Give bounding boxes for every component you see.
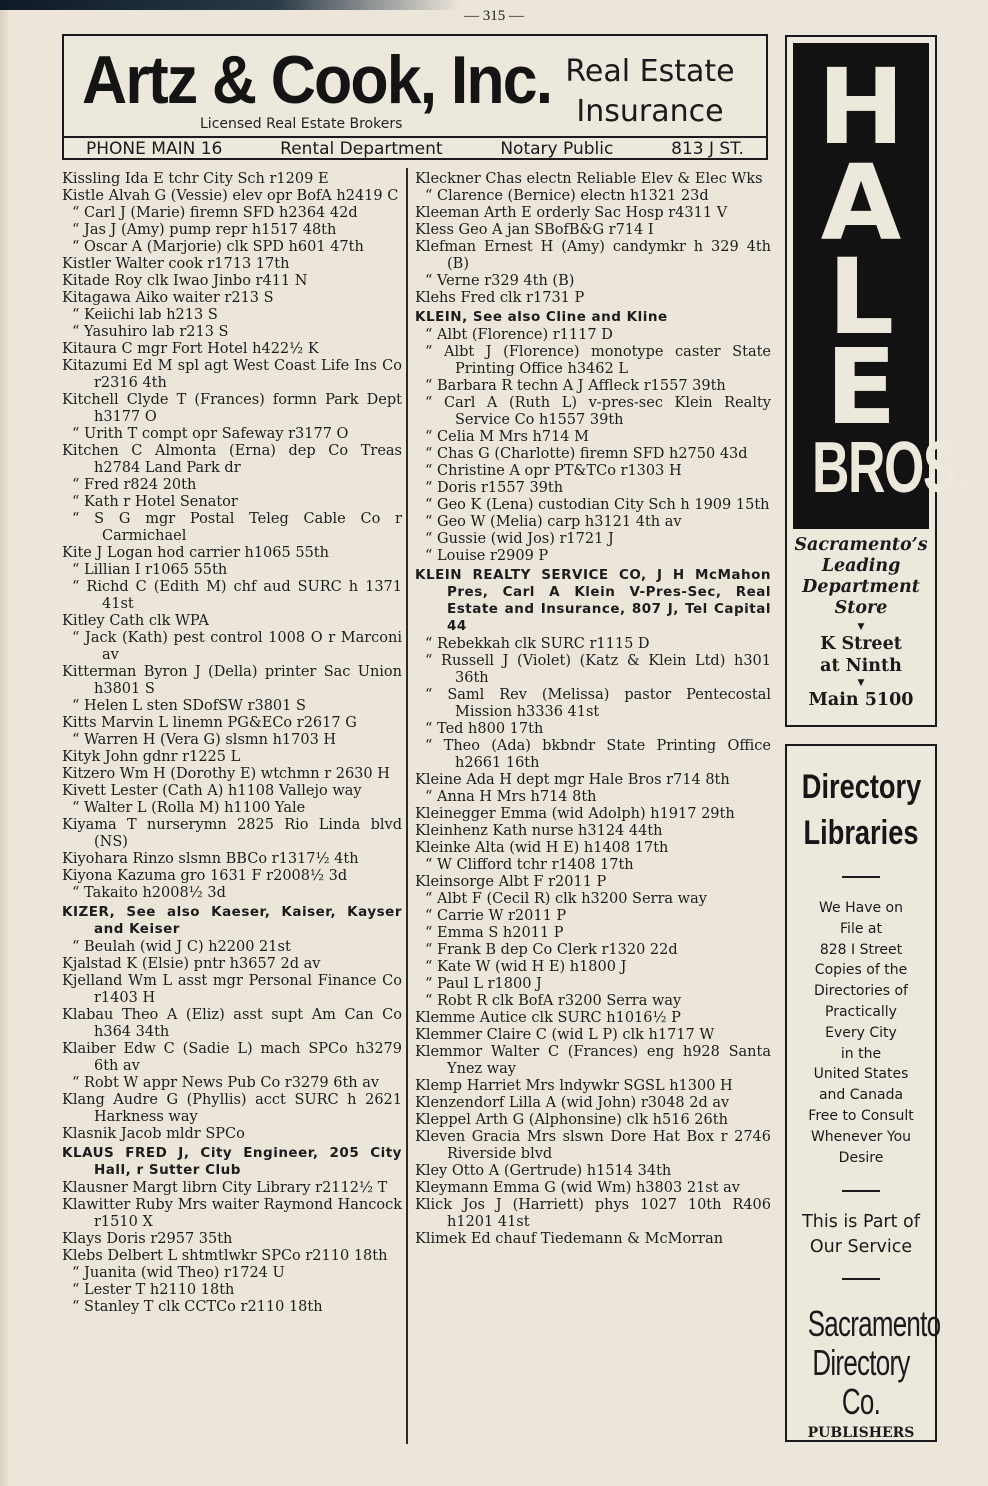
service-line: Our Service bbox=[809, 1237, 913, 1258]
body-line: Directories of bbox=[814, 983, 908, 1000]
directory-entry: “ Christine A opr PT&TCo r1303 H bbox=[425, 463, 682, 479]
directory-entry: Klang Audre G (Phyllis) acct SURC h 2621 Harkness way bbox=[62, 1092, 402, 1125]
body-line: 828 I Street bbox=[819, 941, 903, 958]
column-divider bbox=[406, 168, 408, 1444]
directory-entry: “ Gussie (wid Jos) r1721 J bbox=[425, 531, 614, 547]
body-line: File at bbox=[840, 920, 882, 937]
directory-entry: “ Emma S h2011 P bbox=[425, 925, 564, 941]
directory-entry: “ Paul L r1800 J bbox=[425, 976, 542, 992]
hale-tagline-line: Store bbox=[834, 598, 888, 618]
publishers-label: PUBLISHERS bbox=[807, 1425, 915, 1442]
hale-tagline-line: Sacramento’s bbox=[794, 535, 928, 555]
directory-entry: “ Carl J (Marie) firemn SFD h2364 42d bbox=[72, 205, 358, 221]
directory-entry: Kitazumi Ed M spl agt West Coast Life Ins Co r2316 4th bbox=[62, 358, 402, 391]
directory-entry: Kleinke Alta (wid H E) h1408 17th bbox=[415, 840, 669, 856]
service-insurance: Insurance bbox=[576, 94, 724, 129]
directory-entry: Klick Jos J (Harriett) phys 1027 10th R406 h1201 41st bbox=[415, 1197, 771, 1230]
artz-phone: PHONE MAIN 16 bbox=[86, 139, 223, 159]
directory-entry: “ Urith T compt opr Safeway r3177 O bbox=[72, 426, 349, 442]
directory-entry: Klemp Harriet Mrs lndywkr SGSL h1300 H bbox=[415, 1078, 733, 1094]
directory-entry: “ Carrie W r2011 P bbox=[425, 908, 567, 924]
directory-entry: “ Doris r1557 39th bbox=[425, 480, 564, 496]
service-real-estate: Real Estate bbox=[565, 54, 735, 89]
directory-entry: Kityk John gdnr r1225 L bbox=[62, 749, 241, 765]
service-line: This is Part of bbox=[802, 1212, 920, 1233]
directory-heading-entry: KLAUS FRED J, City Engineer, 205 City Hall, r Sutter Club bbox=[62, 1145, 402, 1178]
directory-entry: “ Lillian I r1065 55th bbox=[72, 562, 228, 578]
directory-entry: Kitagawa Aiko waiter r213 S bbox=[62, 290, 274, 306]
body-line: Every City bbox=[825, 1024, 897, 1041]
body-line: Desire bbox=[838, 1149, 884, 1166]
directory-entry: Kitchen C Almonta (Erna) dep Co Treas h2784 Land Park dr bbox=[62, 443, 402, 476]
directory-entry: “ Chas G (Charlotte) firemn SFD h2750 43d bbox=[425, 446, 748, 462]
directory-entry: “ Anna H Mrs h714 8th bbox=[425, 789, 597, 805]
directory-entry: “ Juanita (wid Theo) r1724 U bbox=[72, 1265, 285, 1281]
directory-entry: Klenzendorf Lilla A (wid John) r3048 2d av bbox=[415, 1095, 730, 1111]
hale-address-line: K Street bbox=[820, 634, 902, 654]
directory-entry: Kiyohara Rinzo slsmn BBCo r1317½ 4th bbox=[62, 851, 359, 867]
directory-entry: “ Rebekkah clk SURC r1115 D bbox=[425, 636, 650, 652]
triangle-down-icon: ▼ bbox=[857, 622, 865, 632]
directory-libraries-title bbox=[802, 764, 920, 856]
directory-entry: “ Saml Rev (Melissa) pastor Pentecostal Mission h3336 41st bbox=[425, 687, 771, 720]
directory-entry: “ Helen L sten SDofSW r3801 S bbox=[72, 698, 306, 714]
directory-entry: Kissling Ida E tchr City Sch r1209 E bbox=[62, 171, 329, 187]
directory-entry: Klemmer Claire C (wid L P) clk h1717 W bbox=[415, 1027, 715, 1043]
directory-entry: Klabau Theo A (Eliz) asst supt Am Can Co h364 34th bbox=[62, 1007, 402, 1040]
service-note bbox=[787, 1210, 935, 1260]
divider-rule bbox=[842, 876, 880, 878]
directory-entry: Kleven Gracia Mrs slswn Dore Hat Box r 2746 Riverside blvd bbox=[415, 1129, 771, 1162]
hale-letter-l: L bbox=[827, 236, 895, 358]
directory-entry: “ Beulah (wid J C) h2200 21st bbox=[72, 939, 291, 955]
directory-entry: “ Robt W appr News Pub Co r3279 6th av bbox=[72, 1075, 380, 1091]
directory-libraries-advertisement bbox=[785, 744, 941, 1442]
directory-entry: “ Yasuhiro lab r213 S bbox=[72, 324, 229, 340]
directory-heading-entry: KIZER, See also Kaeser, Kaiser, Kayser and Keiser bbox=[62, 904, 402, 937]
directory-entry: Kistler Walter cook r1713 17th bbox=[62, 256, 290, 272]
directory-entry: Kless Geo A jan SBofB&G r714 I bbox=[415, 222, 654, 238]
publisher-name-line: Sacramento bbox=[807, 1303, 941, 1345]
directory-entry: Klasnik Jacob mldr SPCo bbox=[62, 1126, 245, 1142]
directory-entry: “ Richd C (Edith M) chf aud SURC h 1371 41st bbox=[72, 579, 402, 612]
directory-entry: Kitley Cath clk WPA bbox=[62, 613, 209, 629]
directory-entry: “ Carl A (Ruth L) v-pres-sec Klein Realty Service Co h1557 39th bbox=[425, 395, 771, 428]
directory-entry: Klefman Ernest H (Amy) candymkr h 329 4th (B) bbox=[415, 239, 771, 272]
directory-entry: “ Kath r Hotel Senator bbox=[72, 494, 238, 510]
directory-entry: “ Jas J (Amy) pump repr h1517 48th bbox=[72, 222, 337, 238]
directory-column-right bbox=[415, 171, 771, 1248]
directory-entry: Kiyama T nurserymn 2825 Rio Linda blvd (NS) bbox=[62, 817, 402, 850]
directory-entry: “ Clarence (Bernice) electn h1321 23d bbox=[425, 188, 709, 204]
directory-entry: “ Kate W (wid H E) h1800 J bbox=[425, 959, 627, 975]
publisher-name-line: Directory bbox=[812, 1342, 910, 1384]
hale-tagline-line: Department bbox=[802, 577, 920, 597]
directory-entry: Klemme Autice clk SURC h1016½ P bbox=[415, 1010, 681, 1026]
hale-bros-text: BROS. bbox=[812, 428, 970, 508]
body-line: Copies of the bbox=[814, 962, 908, 979]
directory-entry: Kleeman Arth E orderly Sac Hosp r4311 V bbox=[415, 205, 728, 221]
directory-entry: Kleinsorge Albt F r2011 P bbox=[415, 874, 607, 890]
directory-entry: Kleppel Arth G (Alphonsine) clk h516 26th bbox=[415, 1112, 728, 1128]
directory-entry: Kivett Lester (Cath A) h1108 Vallejo way bbox=[62, 783, 362, 799]
artz-notary-public: Notary Public bbox=[500, 139, 614, 159]
directory-entry: Klehs Fred clk r1731 P bbox=[415, 290, 585, 306]
directory-entry: Kitts Marvin L linemn PG&ECo r2617 G bbox=[62, 715, 357, 731]
directory-entry: Kley Otto A (Gertrude) h1514 34th bbox=[415, 1163, 672, 1179]
directory-entry: Kleymann Emma G (wid Wm) h3803 21st av bbox=[415, 1180, 740, 1196]
page-edge bbox=[0, 0, 10, 1486]
artz-cook-company-name: Artz & Cook, Inc. bbox=[82, 42, 552, 118]
directory-entry: “ Keiichi lab h213 S bbox=[72, 307, 218, 323]
directory-entry: Klawitter Ruby Mrs waiter Raymond Hancock r1510 X bbox=[62, 1197, 402, 1230]
directory-entry: Kitaura C mgr Fort Hotel h422½ K bbox=[62, 341, 319, 357]
hale-tagline-line: Leading bbox=[821, 556, 901, 576]
hale-letter-h: H bbox=[817, 46, 905, 168]
directory-entry: “ Lester T h2110 18th bbox=[72, 1282, 235, 1298]
artz-cook-advertisement bbox=[62, 34, 768, 160]
directory-entry: Kitterman Byron J (Della) printer Sac Union h3801 S bbox=[62, 664, 402, 697]
artz-address: 813 J ST. bbox=[671, 139, 744, 159]
directory-entry: Kitade Roy clk Iwao Jinbo r411 N bbox=[62, 273, 308, 289]
directory-entry: “ Theo (Ada) bkbndr State Printing Office h2661 16th bbox=[425, 738, 771, 771]
directory-entry: “ Albt (Florence) r1117 D bbox=[425, 327, 613, 343]
directory-entry: Klemmor Walter C (Frances) eng h928 Santa Ynez way bbox=[415, 1044, 771, 1077]
hale-letter-e: E bbox=[825, 326, 897, 448]
directory-entry: “ Fred r824 20th bbox=[72, 477, 197, 493]
directory-column-left bbox=[62, 171, 402, 1316]
directory-entry: Kite J Logan hod carrier h1065 55th bbox=[62, 545, 329, 561]
directory-entry: “ Verne r329 4th (B) bbox=[425, 273, 575, 289]
artz-cook-services bbox=[550, 52, 750, 132]
body-line: in the bbox=[840, 1045, 882, 1062]
directory-entry: Klimek Ed chauf Tiedemann & McMorran bbox=[415, 1231, 724, 1247]
directory-entry: Kitzero Wm H (Dorothy E) wtchmn r 2630 H bbox=[62, 766, 390, 782]
hale-logo-panel bbox=[793, 43, 970, 529]
directory-entry: “ Stanley T clk CCTCo r2110 18th bbox=[72, 1299, 323, 1315]
directory-heading-entry: KLEIN REALTY SERVICE CO, J H McMahon Pres, Carl A Klein V-Pres-Sec, Real Estate and Insurance, 807 J, Tel Capital 44 bbox=[415, 567, 771, 634]
publisher-name-line: Co. bbox=[841, 1381, 881, 1423]
directory-entry: “ S G mgr Postal Teleg Cable Co r Carmichael bbox=[72, 511, 402, 544]
directory-entry: “ Walter L (Rolla M) h1100 Yale bbox=[72, 800, 306, 816]
hale-address bbox=[787, 621, 935, 711]
directory-entry: “ Frank B dep Co Clerk r1320 22d bbox=[425, 942, 678, 958]
directory-entry: “ Albt J (Florence) monotype caster State Printing Office h3462 L bbox=[425, 344, 771, 377]
body-line: Practically bbox=[825, 1003, 897, 1020]
artz-rental-department: Rental Department bbox=[280, 139, 443, 159]
hale-bros-advertisement bbox=[785, 35, 970, 727]
directory-entry: Klays Doris r2957 35th bbox=[62, 1231, 233, 1247]
hale-phone: Main 5100 bbox=[808, 690, 914, 710]
body-line: United States bbox=[813, 1066, 909, 1083]
directory-entry: Kleinegger Emma (wid Adolph) h1917 29th bbox=[415, 806, 735, 822]
body-line: We Have on bbox=[819, 900, 903, 916]
artz-cook-tagline: Licensed Real Estate Brokers bbox=[200, 116, 403, 132]
hale-letter-a: A bbox=[820, 142, 902, 264]
triangle-down-icon: ▼ bbox=[857, 678, 865, 688]
directory-heading-entry: KLEIN, See also Cline and Kline bbox=[415, 309, 668, 325]
directory-entry: “ Warren H (Vera G) slsmn h1703 H bbox=[72, 732, 337, 748]
directory-entry: Klaiber Edw C (Sadie L) mach SPCo h3279 6th av bbox=[62, 1041, 402, 1074]
divider-rule bbox=[842, 1190, 880, 1192]
directory-entry: “ Geo W (Melia) carp h3121 4th av bbox=[425, 514, 682, 530]
directory-entry: Kleine Ada H dept mgr Hale Bros r714 8th bbox=[415, 772, 730, 788]
directory-entry: “ Celia M Mrs h714 M bbox=[425, 429, 589, 445]
directory-entry: Kiyona Kazuma gro 1631 F r2008½ 3d bbox=[62, 868, 348, 884]
directory-entry: “ W Clifford tchr r1408 17th bbox=[425, 857, 634, 873]
directory-entry: Kleckner Chas electn Reliable Elev & Elec Wks bbox=[415, 171, 763, 187]
directory-entry: “ Takaito h2008½ 3d bbox=[72, 885, 226, 901]
hale-tagline bbox=[787, 535, 935, 619]
body-line: Free to Consult bbox=[808, 1107, 914, 1124]
directory-entry: Kitchell Clyde T (Frances) formn Park Dept h3177 O bbox=[62, 392, 402, 425]
publisher-name bbox=[807, 1303, 941, 1423]
directory-entry: Kistle Alvah G (Vessie) elev opr BofA h2419 C bbox=[62, 188, 399, 204]
title-line: Libraries bbox=[803, 814, 919, 852]
directory-entry: “ Oscar A (Marjorie) clk SPD h601 47th bbox=[72, 239, 364, 255]
directory-entry: Kjalstad K (Elsie) pntr h3657 2d av bbox=[62, 956, 321, 972]
directory-entry: Klausner Margt librn City Library r2112½ T bbox=[62, 1180, 388, 1196]
directory-entry: “ Albt F (Cecil R) clk h3200 Serra way bbox=[425, 891, 707, 907]
directory-entry: “ Barbara R techn A J Affleck r1557 39th bbox=[425, 378, 726, 394]
body-line: Whenever You bbox=[810, 1128, 912, 1145]
directory-entry: “ Jack (Kath) pest control 1008 O r Marconi av bbox=[72, 630, 402, 663]
title-line: Directory bbox=[801, 768, 922, 806]
directory-entry: Kjelland Wm L asst mgr Personal Finance Co r1403 H bbox=[62, 973, 402, 1006]
directory-entry: Klebs Delbert L shtmtlwkr SPCo r2110 18th bbox=[62, 1248, 388, 1264]
page-number: — 315 — bbox=[464, 8, 524, 24]
body-line: and Canada bbox=[818, 1087, 904, 1104]
directory-libraries-body bbox=[787, 898, 935, 1168]
directory-entry: “ Robt R clk BofA r3200 Serra way bbox=[425, 993, 682, 1009]
directory-entry: “ Russell J (Violet) (Katz & Klein Ltd) h301 36th bbox=[425, 653, 771, 686]
directory-entry: “ Ted h800 17th bbox=[425, 721, 544, 737]
directory-entry: Kleinhenz Kath nurse h3124 44th bbox=[415, 823, 663, 839]
artz-cook-contact-row bbox=[64, 136, 766, 160]
directory-entry: “ Louise r2909 P bbox=[425, 548, 549, 564]
hale-address-line: at Ninth bbox=[820, 656, 902, 676]
divider-rule bbox=[842, 1278, 880, 1280]
directory-entry: “ Geo K (Lena) custodian City Sch h 1909 15th bbox=[425, 497, 770, 513]
